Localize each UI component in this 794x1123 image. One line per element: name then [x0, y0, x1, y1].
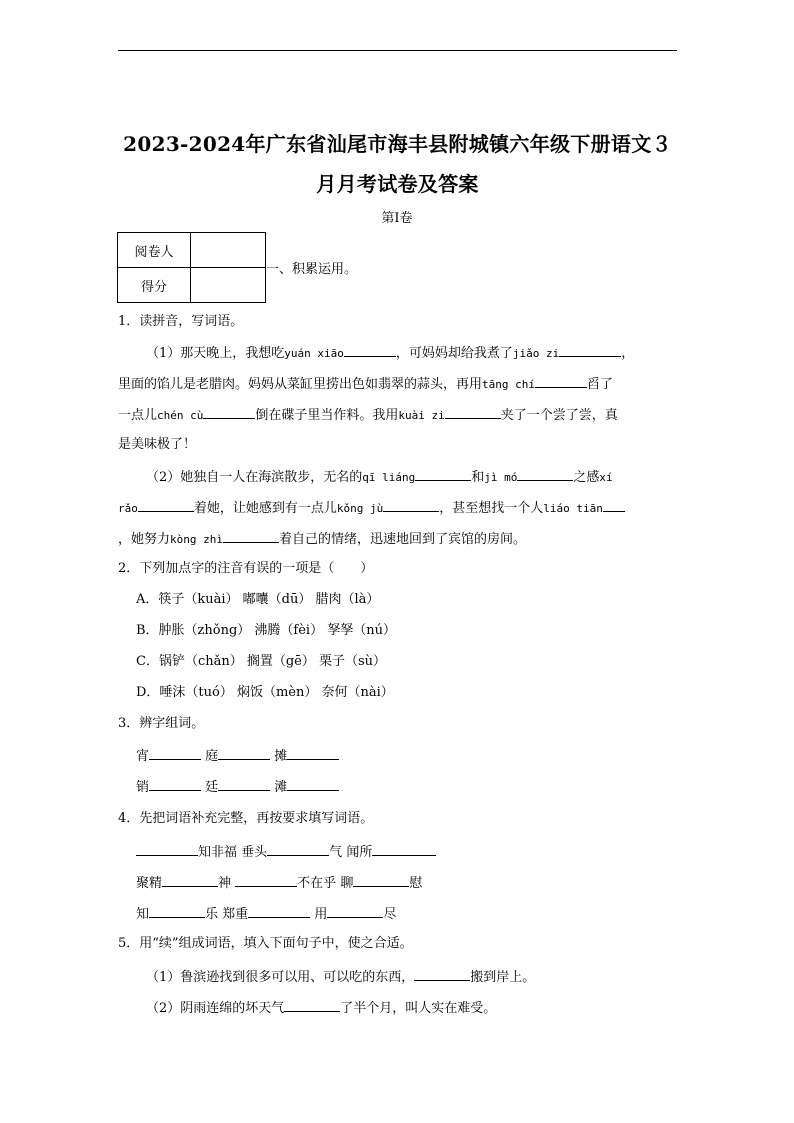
score-label: 得分	[118, 268, 191, 303]
blank[interactable]	[344, 343, 396, 357]
q3-row-1: 宵 庭 摊	[136, 746, 339, 766]
pinyin: rǎo	[118, 502, 138, 515]
page-title-line-2: 月月考试卷及答案	[316, 172, 479, 196]
blank[interactable]	[383, 498, 439, 512]
q1-p1-line2: 里面的馅儿是老腊肉。妈妈从菜缸里捞出色如翡翠的蒜头，再用tāng chí 舀了	[118, 374, 613, 394]
blank[interactable]	[445, 405, 501, 419]
q1-p2-line3: ，她努力kòng zhì 着自己的情绪，迅速地回到了宾馆的房间。	[118, 529, 526, 549]
q5-sentence-1: （1）鲁滨逊找到很多可以用、可以吃的东西， 搬到岸上。	[146, 967, 535, 987]
blank[interactable]	[353, 873, 409, 887]
blank[interactable]	[415, 467, 471, 481]
blank[interactable]	[327, 904, 383, 918]
blank[interactable]	[149, 746, 201, 760]
q1-p2-line2: rǎo 着她，让她感到有一点儿kǒng jù ，甚至想找一个人liáo tiān	[118, 498, 625, 518]
blank[interactable]	[517, 467, 573, 481]
q2-option-c[interactable]: C．锅铲（chǎn） 搁置（gē） 栗子（sù）	[136, 654, 387, 669]
q5-stem: 5．用“续”组成词语，填入下面句子中，使之合适。	[118, 936, 413, 951]
q3-stem: 3．辨字组词。	[118, 716, 205, 731]
pinyin: qī liáng	[362, 471, 416, 484]
pinyin: jì mó	[484, 471, 518, 484]
q4-row-3: 知 乐 郑重 用 尽	[136, 904, 396, 924]
blank[interactable]	[535, 374, 587, 388]
reviewer-field[interactable]	[191, 233, 266, 268]
q1-p1-line1: （1）那天晚上，我想吃yuán xiāo ，可妈妈却给我煮了jiǎo zi ，	[146, 343, 634, 363]
blank[interactable]	[203, 405, 255, 419]
section-heading: 一、积累运用。	[266, 262, 358, 277]
q2-stem: 2．下列加点字的注音有误的一项是（ ）	[118, 561, 374, 576]
blank[interactable]	[218, 746, 270, 760]
q3-row-2: 销 廷 滩	[136, 777, 339, 797]
pinyin: xí	[599, 471, 613, 484]
q1-stem: 1．读拼音，写词语。	[118, 314, 244, 329]
blank[interactable]	[162, 873, 218, 887]
pinyin: jiǎo zi	[512, 347, 560, 360]
volume-label: 第Ⅰ卷	[381, 211, 413, 226]
pinyin: liáo tiān	[543, 502, 603, 515]
blank[interactable]	[223, 529, 279, 543]
blank[interactable]	[372, 842, 436, 856]
score-table	[117, 232, 266, 303]
pinyin: kuài zi	[398, 409, 445, 422]
pinyin: kòng zhì	[170, 533, 223, 546]
blank[interactable]	[267, 842, 329, 856]
blank[interactable]	[248, 904, 310, 918]
blank[interactable]	[603, 498, 625, 512]
blank[interactable]	[149, 904, 205, 918]
blank[interactable]	[138, 498, 194, 512]
pinyin: yuán xiāo	[284, 347, 344, 360]
blank[interactable]	[218, 777, 270, 791]
blank[interactable]	[287, 777, 339, 791]
pinyin: tāng chí	[482, 378, 535, 391]
blank[interactable]	[136, 842, 198, 856]
blank[interactable]	[149, 777, 201, 791]
blank[interactable]	[414, 967, 470, 981]
q2-option-d[interactable]: D．唾沫（tuó） 焖饭（mèn） 奈何（nài）	[136, 685, 394, 700]
blank[interactable]	[287, 746, 339, 760]
header-rule	[118, 50, 677, 51]
q4-row-1: 知非福 垂头 气 闻所	[136, 842, 436, 862]
q1-p1-line4: 是美味极了！	[118, 437, 197, 452]
score-field[interactable]	[191, 268, 266, 303]
q2-option-a[interactable]: A．筷子（kuài） 嘟囔（dū） 腊肉（là）	[136, 592, 380, 607]
pinyin: kǒng jù	[336, 502, 384, 515]
blank[interactable]	[284, 998, 340, 1012]
q1-p1-line3: 一点儿chén cù 倒在碟子里当作料。我用kuài zi 夹了一个尝了尝，真	[118, 405, 618, 425]
page-title-line-1: 2023-2024年广东省汕尾市海丰县附城镇六年级下册语文３	[123, 132, 672, 156]
blank[interactable]	[559, 343, 621, 357]
blank[interactable]	[235, 873, 297, 887]
q4-row-2: 聚精 神 不在乎 聊 慰	[136, 873, 422, 893]
reviewer-label: 阅卷人	[118, 233, 191, 268]
q4-stem: 4．先把词语补充完整，再按要求填写词语。	[118, 811, 374, 826]
q5-sentence-2: （2）阴雨连绵的坏天气 了半个月，叫人实在难受。	[146, 998, 496, 1018]
q1-p2-line1: （2）她独自一人在海滨散步，无名的qī liáng 和jì mó 之感xí	[146, 467, 613, 487]
q2-option-b[interactable]: B．肿胀（zhǒng） 沸腾（fèi） 孥孥（nú）	[136, 623, 396, 638]
pinyin: chén cù	[157, 409, 204, 422]
